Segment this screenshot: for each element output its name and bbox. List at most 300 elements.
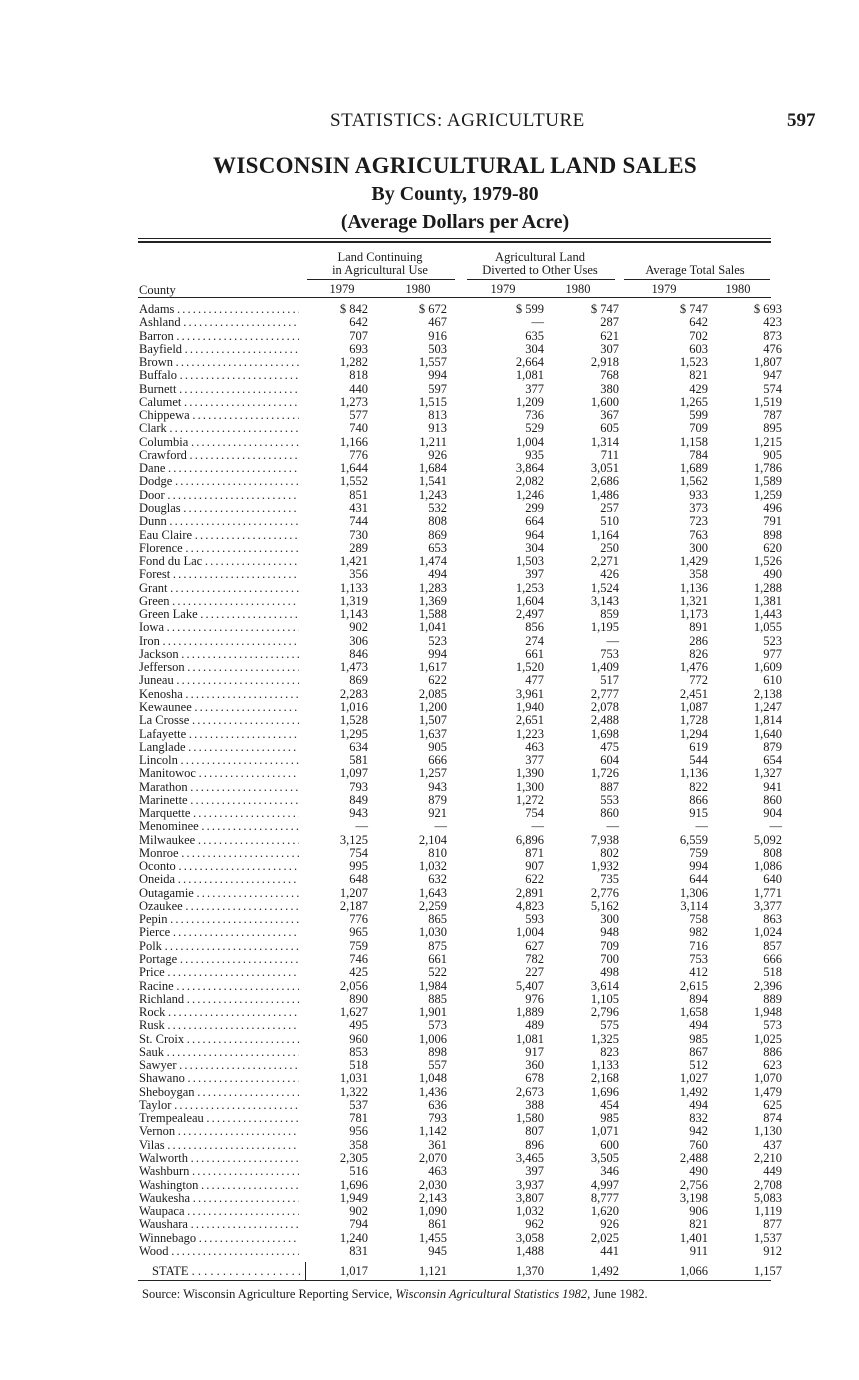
table-row: [0, 383, 859, 396]
cell-value: 1,627: [339, 1005, 368, 1020]
table-row: [0, 834, 859, 847]
source-note: [142, 1287, 648, 1302]
cell-value: 1,443: [753, 607, 782, 622]
cell-value: 2,305: [339, 1151, 368, 1165]
table-row: [0, 608, 859, 621]
county-name: Calumet . . .: [139, 396, 299, 409]
cell-value: 300: [689, 540, 708, 555]
table-row: [0, 1072, 859, 1085]
cell-value: 791: [763, 514, 782, 529]
cell-value: 8,777: [590, 1190, 619, 1205]
table-row: [0, 1165, 859, 1178]
cell-value: 476: [763, 341, 782, 356]
cell-value: 1,087: [679, 699, 708, 714]
cell-value: 859: [600, 607, 619, 622]
state-value: 1,492: [590, 1264, 619, 1278]
county-name: Dunn . . .: [139, 515, 299, 528]
cell-value: 964: [525, 527, 544, 542]
cell-value: 702: [689, 328, 708, 343]
cell-value: 3,864: [515, 461, 544, 476]
cell-value: 874: [763, 1111, 782, 1126]
table-row: [0, 926, 859, 939]
cell-value: 1,421: [339, 554, 368, 569]
cell-value: 943: [428, 779, 447, 794]
cell-value: 807: [525, 1124, 544, 1139]
cell-value: 877: [763, 1217, 782, 1232]
county-name: Adams . . .: [139, 303, 299, 316]
cell-value: 1,195: [590, 620, 619, 635]
cell-value: 1,589: [753, 474, 782, 489]
year-header: 1979: [651, 282, 677, 296]
cell-value: 250: [600, 540, 619, 555]
cell-value: 1,032: [418, 859, 447, 874]
cell-value: 736: [525, 408, 544, 423]
cell-value: 894: [689, 991, 708, 1006]
cell-value: 902: [349, 1204, 368, 1219]
cell-value: 620: [763, 540, 782, 555]
county-name: Door . . .: [139, 489, 299, 502]
cell-value: 926: [600, 1217, 619, 1232]
table-row: [0, 807, 859, 820]
cell-value: 1,327: [753, 766, 782, 781]
cell-value: 707: [349, 328, 368, 343]
cell-value: 896: [525, 1137, 544, 1152]
county-name: Eau Claire . . .: [139, 529, 299, 542]
cell-value: 2,085: [418, 686, 447, 701]
cell-value: 1,283: [418, 580, 447, 595]
state-value: 1,121: [418, 1264, 447, 1278]
cell-value: 1,243: [418, 487, 447, 502]
cell-value: 746: [349, 952, 368, 967]
table-row: [0, 1192, 859, 1205]
cell-value: 1,520: [515, 660, 544, 675]
cell-value: 307: [600, 341, 619, 356]
county-name: Rock . . .: [139, 1006, 299, 1019]
county-column-header: County: [139, 283, 176, 297]
table-row: [0, 980, 859, 993]
cell-value: 821: [689, 368, 708, 383]
cell-value: 1,689: [679, 461, 708, 476]
cell-value: 905: [428, 739, 447, 754]
table-row: [0, 767, 859, 780]
table-row: [0, 1232, 859, 1245]
county-name: Brown . . .: [139, 356, 299, 369]
cell-value: 625: [763, 1097, 782, 1112]
cell-value: 832: [689, 1111, 708, 1126]
cell-value: 1,300: [515, 779, 544, 794]
cell-value: 776: [349, 447, 368, 462]
table-row: [0, 1139, 859, 1152]
cell-value: 358: [349, 1137, 368, 1152]
table-row: [0, 489, 859, 502]
cell-value: 603: [689, 341, 708, 356]
cell-value: 3,377: [753, 898, 782, 913]
cell-value: 863: [763, 912, 782, 927]
cell-value: 449: [763, 1164, 782, 1179]
cell-value: 377: [525, 381, 544, 396]
cell-value: 875: [428, 938, 447, 953]
county-name: Price . . .: [139, 966, 299, 979]
cell-value: 2,796: [590, 1005, 619, 1020]
cell-value: 553: [600, 792, 619, 807]
county-name: St. Croix . . .: [139, 1033, 299, 1046]
source-prefix: Source: Wisconsin Agriculture Reporting Service,: [142, 1287, 396, 1301]
cell-value: 425: [349, 965, 368, 980]
group-header-continuing: [305, 251, 455, 277]
cell-value: 744: [349, 514, 368, 529]
cell-value: 873: [763, 328, 782, 343]
cell-value: 810: [428, 845, 447, 860]
cell-value: 941: [763, 779, 782, 794]
cell-value: 3,961: [515, 686, 544, 701]
cell-value: 1,486: [590, 487, 619, 502]
cell-value: 995: [349, 859, 368, 874]
bottom-rule: [138, 1280, 771, 1281]
cell-value: 600: [600, 1137, 619, 1152]
cell-value: 1,637: [418, 726, 447, 741]
cell-value: 1,949: [339, 1190, 368, 1205]
county-name: Fond du Lac . . .: [139, 555, 299, 568]
county-name: Winnebago . . .: [139, 1232, 299, 1245]
cell-value: 1,158: [679, 434, 708, 449]
cell-value: 793: [349, 779, 368, 794]
cell-value: 802: [600, 845, 619, 860]
cell-value: 522: [428, 965, 447, 980]
cell-value: 2,259: [418, 898, 447, 913]
cell-value: 3,614: [590, 978, 619, 993]
cell-value: 6,896: [515, 832, 544, 847]
table-row: [0, 542, 859, 555]
cell-value: 2,756: [679, 1177, 708, 1192]
county-name: Portage . . .: [139, 953, 299, 966]
cell-value: 1,097: [339, 766, 368, 781]
cell-value: 2,143: [418, 1190, 447, 1205]
header-bottom-rule: [138, 297, 771, 298]
cell-value: 1,321: [679, 593, 708, 608]
table-row: [0, 728, 859, 741]
cell-value: 1,580: [515, 1111, 544, 1126]
county-name: Kewaunee . . .: [139, 701, 299, 714]
table-row: [0, 1033, 859, 1046]
cell-value: 518: [349, 1058, 368, 1073]
cell-value: 2,210: [753, 1151, 782, 1165]
county-name: La Crosse . . .: [139, 714, 299, 727]
county-name: Burnett . . .: [139, 383, 299, 396]
table-row: [0, 754, 859, 767]
cell-value: 740: [349, 421, 368, 436]
cell-value: 1,455: [418, 1230, 447, 1245]
cell-value: 257: [600, 500, 619, 515]
cell-value: 917: [525, 1044, 544, 1059]
table-row: [0, 741, 859, 754]
running-head: STATISTICS: AGRICULTURE: [330, 110, 585, 131]
state-total-row: [0, 1263, 859, 1279]
table-row: [0, 568, 859, 581]
cell-value: 2,776: [590, 885, 619, 900]
cell-value: 516: [349, 1164, 368, 1179]
county-name: Waukesha . . .: [139, 1192, 299, 1205]
cell-value: 5,092: [753, 832, 782, 847]
table-row: [0, 993, 859, 1006]
cell-value: 494: [689, 1097, 708, 1112]
cell-value: 2,082: [515, 474, 544, 489]
cell-value: 948: [600, 925, 619, 940]
cell-value: 3,125: [339, 832, 368, 847]
cell-value: 661: [525, 646, 544, 661]
cell-value: $ 747: [590, 302, 619, 316]
cell-value: 300: [600, 912, 619, 927]
cell-value: 895: [763, 421, 782, 436]
table-row: [0, 940, 859, 953]
cell-value: 1,523: [679, 355, 708, 370]
cell-value: 1,617: [418, 660, 447, 675]
cell-value: 289: [349, 540, 368, 555]
cell-value: 3,058: [515, 1230, 544, 1245]
cell-value: 943: [349, 806, 368, 821]
group-header-line1: Agricultural Land: [495, 250, 585, 264]
cell-value: 887: [600, 779, 619, 794]
cell-value: 2,708: [753, 1177, 782, 1192]
cell-value: 1,032: [515, 1204, 544, 1219]
cell-value: 693: [349, 341, 368, 356]
cell-value: 763: [689, 527, 708, 542]
county-name: Jefferson . . .: [139, 661, 299, 674]
cell-value: 2,497: [515, 607, 544, 622]
cell-value: 597: [428, 381, 447, 396]
county-name: Columbia . . .: [139, 436, 299, 449]
cell-value: 1,557: [418, 355, 447, 370]
cell-value: 577: [349, 408, 368, 423]
table-row: [0, 316, 859, 329]
cell-value: 2,488: [679, 1151, 708, 1165]
table-row: [0, 887, 859, 900]
county-name: Marinette . . .: [139, 794, 299, 807]
cell-value: 849: [349, 792, 368, 807]
cell-value: 306: [349, 633, 368, 648]
cell-value: 544: [689, 753, 708, 768]
county-name: Green . . .: [139, 595, 299, 608]
cell-value: 994: [428, 368, 447, 383]
cell-value: 907: [525, 859, 544, 874]
cell-value: 3,937: [515, 1177, 544, 1192]
cell-value: 1,381: [753, 593, 782, 608]
cell-value: 962: [525, 1217, 544, 1232]
cell-value: 1,526: [753, 554, 782, 569]
county-name: Washington . . .: [139, 1179, 299, 1192]
year-header: 1980: [405, 282, 431, 296]
table-row: [0, 303, 859, 316]
cell-value: 1,644: [339, 461, 368, 476]
cell-value: 622: [428, 673, 447, 688]
table-row: [0, 847, 859, 860]
cell-value: 4,997: [590, 1177, 619, 1192]
cell-value: 861: [428, 1217, 447, 1232]
cell-value: 1,684: [418, 461, 447, 476]
county-name: Marathon . . .: [139, 781, 299, 794]
cell-value: 573: [428, 1018, 447, 1033]
cell-value: 1,429: [679, 554, 708, 569]
cell-value: —: [531, 819, 544, 834]
table-row: [0, 701, 859, 714]
cell-value: —: [769, 819, 782, 834]
table-row: [0, 860, 859, 873]
cell-value: 1,119: [754, 1204, 782, 1219]
cell-value: 1,246: [515, 487, 544, 502]
cell-value: 982: [689, 925, 708, 940]
cell-value: 523: [763, 633, 782, 648]
cell-value: 1,136: [679, 580, 708, 595]
cell-value: 1,133: [339, 580, 368, 595]
cell-value: 1,143: [339, 607, 368, 622]
cell-value: 1,322: [339, 1084, 368, 1099]
cell-value: 627: [525, 938, 544, 953]
county-name: Kenosha . . .: [139, 688, 299, 701]
cell-value: 1,025: [753, 1031, 782, 1046]
cell-value: 1,698: [590, 726, 619, 741]
cell-value: 1,070: [753, 1071, 782, 1086]
cell-value: 1,105: [590, 991, 619, 1006]
cell-value: 921: [428, 806, 447, 821]
county-name: Outagamie . . .: [139, 887, 299, 900]
group-header-line1: Land Continuing: [337, 250, 423, 264]
county-name: Green Lake . . .: [139, 608, 299, 621]
cell-value: 904: [763, 806, 782, 821]
cell-value: 622: [525, 872, 544, 887]
cell-value: 898: [428, 1044, 447, 1059]
county-name: Iowa . . .: [139, 621, 299, 634]
county-name: Polk . . .: [139, 940, 299, 953]
cell-value: —: [531, 315, 544, 330]
cell-value: $ 693: [753, 302, 782, 316]
cell-value: 1,984: [418, 978, 447, 993]
cell-value: 867: [689, 1044, 708, 1059]
table-row: [0, 621, 859, 634]
cell-value: 831: [349, 1243, 368, 1258]
cell-value: 889: [763, 991, 782, 1006]
cell-value: 494: [428, 567, 447, 582]
county-name: Pepin . . .: [139, 913, 299, 926]
county-name: Sheboygan . . .: [139, 1086, 299, 1099]
county-name: Walworth . . .: [139, 1152, 299, 1165]
cell-value: 1,006: [418, 1031, 447, 1046]
table-row: [0, 1245, 859, 1258]
cell-value: 557: [428, 1058, 447, 1073]
cell-value: 299: [525, 500, 544, 515]
cell-value: 2,673: [515, 1084, 544, 1099]
cell-value: 636: [428, 1097, 447, 1112]
county-name: Grant . . .: [139, 582, 299, 595]
cell-value: 635: [525, 328, 544, 343]
cell-value: 6,559: [679, 832, 708, 847]
table-row: [0, 953, 859, 966]
cell-value: 532: [428, 500, 447, 515]
county-name: Ozaukee . . .: [139, 900, 299, 913]
cell-value: 642: [689, 315, 708, 330]
cell-value: 857: [763, 938, 782, 953]
cell-value: 632: [428, 872, 447, 887]
county-name: Racine . . .: [139, 980, 299, 993]
table-row: [0, 688, 859, 701]
cell-value: 772: [689, 673, 708, 688]
table-row: [0, 502, 859, 515]
cell-value: 1,004: [515, 434, 544, 449]
table-row: [0, 475, 859, 488]
county-name: Rusk . . .: [139, 1019, 299, 1032]
cell-value: 1,889: [515, 1005, 544, 1020]
table-row: [0, 595, 859, 608]
cell-value: 2,138: [753, 686, 782, 701]
cell-value: 1,173: [679, 607, 708, 622]
cell-value: 700: [600, 952, 619, 967]
county-name: Manitowoc . . .: [139, 767, 299, 780]
cell-value: 945: [428, 1243, 447, 1258]
county-name: Buffalo . . .: [139, 369, 299, 382]
cell-value: 1,519: [753, 394, 782, 409]
cell-value: 1,223: [515, 726, 544, 741]
cell-value: 1,728: [679, 713, 708, 728]
cell-value: 776: [349, 912, 368, 927]
group-header-line2: in Agricultural Use: [332, 263, 428, 277]
cell-value: 1,200: [418, 699, 447, 714]
source-suffix: June 1982.: [590, 1287, 648, 1301]
cell-value: 429: [689, 381, 708, 396]
cell-value: —: [434, 819, 447, 834]
cell-value: 610: [763, 673, 782, 688]
cell-value: 1,609: [753, 660, 782, 675]
table-row: [0, 913, 859, 926]
cell-value: 915: [689, 806, 708, 821]
table-row: [0, 1019, 859, 1032]
cell-value: 575: [600, 1018, 619, 1033]
cell-value: 1,294: [679, 726, 708, 741]
cell-value: 477: [525, 673, 544, 688]
cell-value: 287: [600, 315, 619, 330]
table-title: [140, 152, 770, 236]
table-row: [0, 820, 859, 833]
cell-value: 1,620: [590, 1204, 619, 1219]
cell-value: 523: [428, 633, 447, 648]
cell-value: 1,027: [679, 1071, 708, 1086]
county-name: Chippewa . . .: [139, 409, 299, 422]
cell-value: 1,048: [418, 1071, 447, 1086]
cell-value: 2,664: [515, 355, 544, 370]
cell-value: 490: [763, 567, 782, 582]
cell-value: 437: [763, 1137, 782, 1152]
table-row: [0, 356, 859, 369]
cell-value: $ 599: [515, 302, 544, 316]
cell-value: 885: [428, 991, 447, 1006]
cell-value: 754: [349, 845, 368, 860]
cell-value: 661: [428, 952, 447, 967]
cell-value: 2,104: [418, 832, 447, 847]
cell-value: 879: [763, 739, 782, 754]
cell-value: 994: [428, 646, 447, 661]
cell-value: 517: [600, 673, 619, 688]
cell-value: 1,071: [590, 1124, 619, 1139]
cell-value: 2,615: [679, 978, 708, 993]
cell-value: 758: [689, 912, 708, 927]
cell-value: 1,209: [515, 394, 544, 409]
cell-value: 1,306: [679, 885, 708, 900]
cell-value: 871: [525, 845, 544, 860]
cell-value: 2,396: [753, 978, 782, 993]
cell-value: 1,488: [515, 1243, 544, 1258]
county-name: Dodge . . .: [139, 475, 299, 488]
cell-value: —: [606, 819, 619, 834]
cell-value: 1,786: [753, 461, 782, 476]
cell-value: 1,090: [418, 1204, 447, 1219]
cell-value: 905: [763, 447, 782, 462]
